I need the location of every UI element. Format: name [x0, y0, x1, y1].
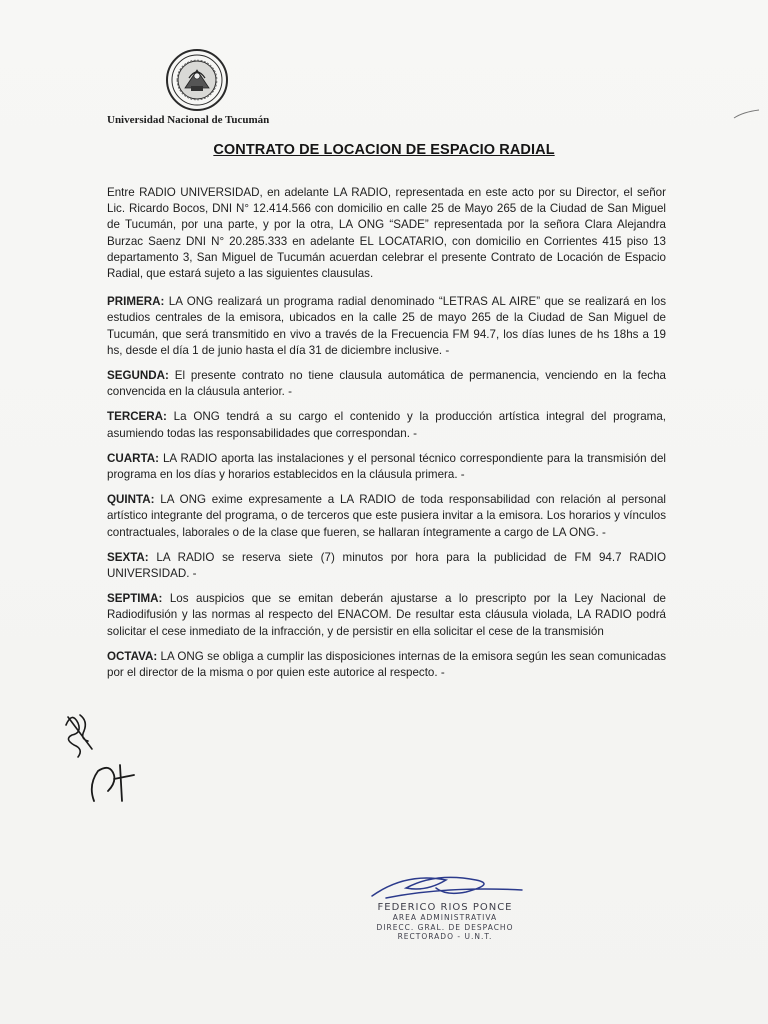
clause-segunda: [107, 368, 666, 400]
clause-primera: [107, 294, 666, 359]
clause-label: TERCERA:: [107, 410, 167, 424]
stamp-line-2: DIRECC. GRAL. DE DESPACHO: [376, 922, 514, 932]
clause-septima: [107, 591, 666, 640]
clause-text: El presente contrato no tiene clausula automática de permanencia, venciendo en la fecha convencida en la cláusula anterior. -: [107, 369, 666, 399]
clause-label: OCTAVA:: [107, 649, 158, 663]
clause-text: LA RADIO se reserva siete (7) minutos por hora para la publicidad de FM 94.7 RADIO UNIVERSIDAD. -: [107, 550, 666, 581]
clause-quinta: [107, 492, 666, 541]
clause-label: SEXTA:: [107, 550, 149, 564]
stamp-name: FEDERICO RIOS PONCE: [377, 902, 513, 913]
intro-paragraph: Entre RADIO UNIVERSIDAD, en adelante LA RADIO, representada en este acto por su Director, el señor Lic. Ricardo Bocos, DNI N° 12.414.566 con domicilio en calle 25 de Mayo 265 de la Ciudad de San Miguel de Tucumán, por una parte, y por la otra, LA ONG “SADE” representada por la señora Clara Alejandra Burzac Saenz DNI N° 20.285.333 en adelante EL LOCATARIO, con domicilio en Corrientes 415 piso 13 departamento 3, San Miguel de Tucumán acuerdan celebrar el presente Contrato de Locación de Espacio Radial, que estará sujeto a las siguientes clausulas.: [107, 186, 666, 281]
clause-text: LA ONG se obliga a cumplir las disposiciones internas de la emisora según les sean comunicadas por el director de la misma o por quien este autorice al respecto. -: [107, 649, 666, 680]
margin-mark: [733, 108, 761, 120]
contract-body: [107, 185, 666, 690]
clause-text: LA RADIO aporta las instalaciones y el personal técnico correspondiente para la transmisión del programa en los días y horarios establecidos en la cláusula primera. -: [107, 451, 666, 482]
stamp-line-3: RECTORADO - U.N.T.: [397, 932, 493, 941]
clause-tercera: [107, 409, 666, 441]
clause-text: La ONG tendrá a su cargo el contenido y la producción artística integral del programa, asumiendo todas las responsabilidades que correspondan. -: [107, 410, 666, 440]
contract-title: CONTRATO DE LOCACION DE ESPACIO RADIAL: [213, 142, 555, 158]
clause-label: SEGUNDA:: [107, 369, 169, 383]
clause-octava: [107, 649, 666, 681]
signature-scribble: [366, 866, 526, 906]
clause-text: LA ONG realizará un programa radial denominado “LETRAS AL AIRE” que se realizará en los estudios centrales de la emisora, ubicados en la calle 25 de mayo 265 de la Ciudad de San Miguel de Tucumán, que será transmitido en vivo a través de la Frecuencia FM 94.7, los días lunes de hs 18hs a 19 hs, desde el día 1 de junio hasta el día 31 de diciembre inclusive. -: [107, 295, 666, 357]
signature-stamp-block: [360, 866, 530, 951]
official-stamp: [360, 902, 530, 942]
clause-label: SEPTIMA:: [107, 592, 163, 606]
university-seal-icon: [165, 48, 229, 112]
university-name: Universidad Nacional de Tucumán: [107, 114, 270, 126]
clause-label: CUARTA:: [107, 451, 159, 465]
stamp-line-1: AREA ADMINISTRATIVA: [392, 913, 498, 922]
clause-cuarta: [107, 451, 666, 483]
clause-sexta: [107, 550, 666, 582]
clause-text: LA ONG exime expresamente a LA RADIO de toda responsabilidad con relación al personal artístico integrante del programa, o de terceros que este pusiera invitar a la emisora. Los horarios y vínculos contractuales, laborales o de la clase que fueren, se hallaran íntegramente a cargo de LA ONG. -: [107, 493, 666, 539]
clause-label: PRIMERA:: [107, 295, 165, 309]
clause-text: Los auspicios que se emitan deberán ajustarse a lo prescripto por la Ley Nacional de Radiodifusión y las normas al respecto del ENACOM. De resultar esta cláusula violada, LA RADIO podrá solicitar el cese inmediato de la infracción, y de persistir en ella solicitar el cese de la transmisión: [107, 592, 666, 638]
clause-label: QUINTA:: [107, 493, 155, 507]
margin-initials-signature: [58, 705, 168, 815]
